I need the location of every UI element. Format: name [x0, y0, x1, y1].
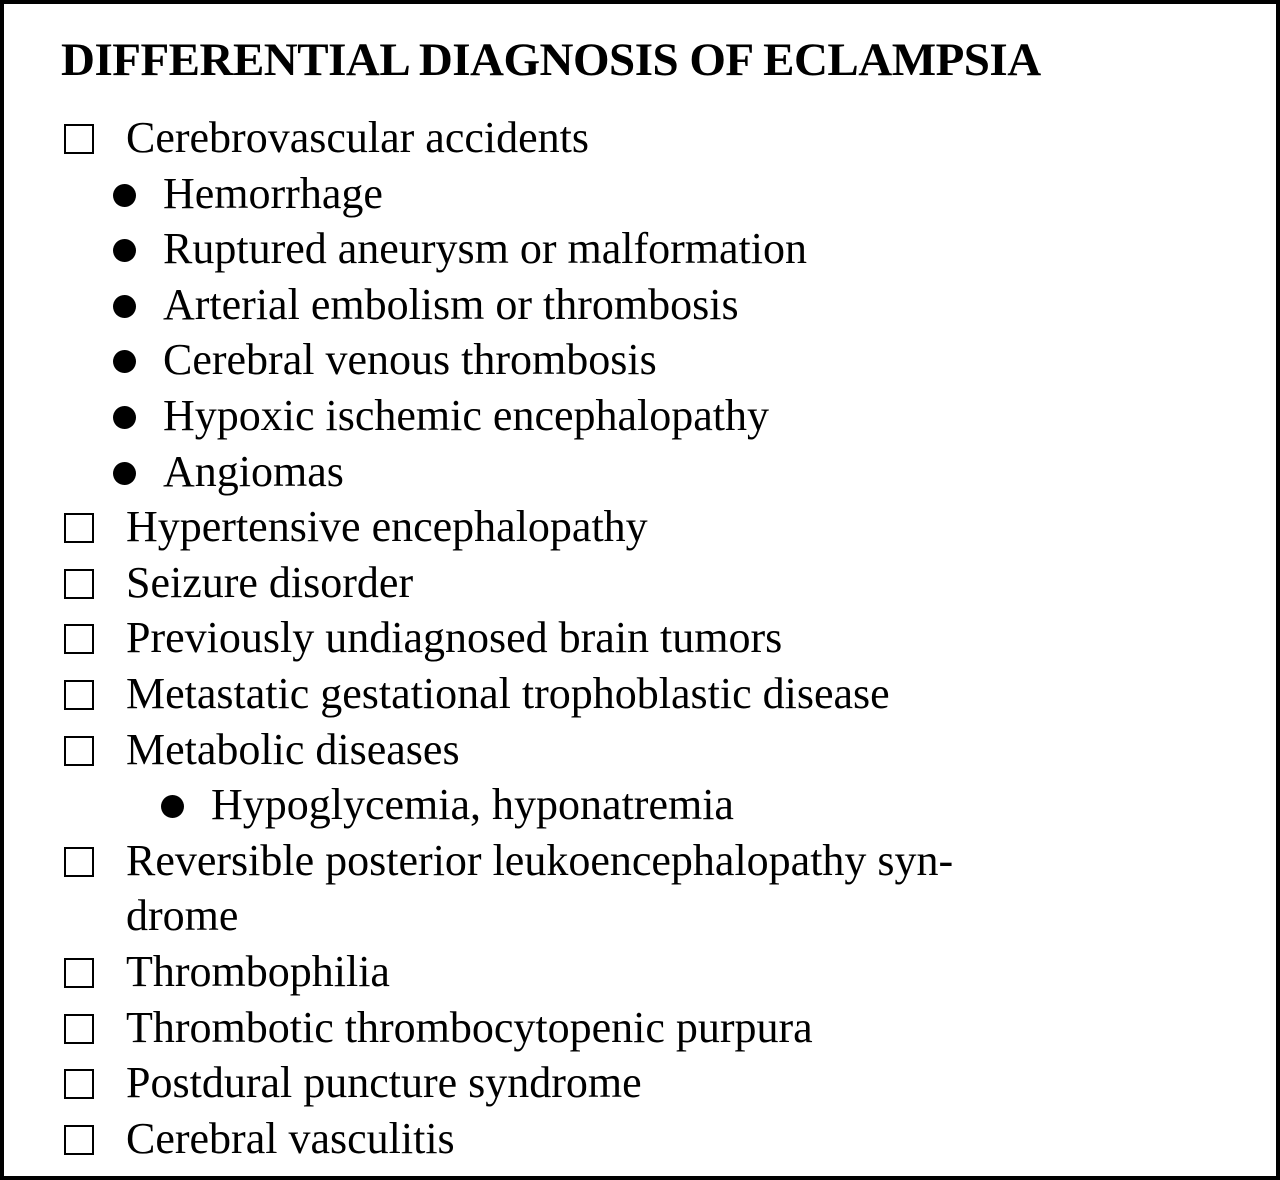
list-item-text: Arterial embolism or thrombosis: [163, 279, 739, 329]
list-item-text: Postdural puncture syndrome: [126, 1058, 642, 1108]
list-item-text: Previously undiagnosed brain tumors: [126, 613, 783, 663]
sub-list-item: [4, 221, 1276, 277]
list-item-text: Metastatic gestational trophoblastic disease: [126, 668, 890, 718]
bullet-icon: [113, 350, 136, 373]
diagnosis-list: [4, 110, 1276, 1166]
checkbox-icon: [64, 736, 94, 766]
list-item: [4, 833, 1276, 889]
sub-list-item: [4, 166, 1276, 222]
checkbox-icon: [64, 513, 94, 543]
checkbox-icon: [64, 1014, 94, 1044]
list-item: [4, 722, 1276, 778]
box-title: DIFFERENTIAL DIAGNOSIS OF ECLAMPSIA: [61, 34, 1041, 86]
list-item-text: Hypertensive encephalopathy: [126, 502, 648, 552]
checkbox-icon: [64, 1069, 94, 1099]
list-item-text: Hypoxic ischemic encephalopathy: [163, 390, 770, 440]
list-item: [4, 555, 1276, 611]
bullet-icon: [113, 184, 136, 207]
list-item-text: Metabolic diseases: [126, 724, 460, 774]
bullet-icon: [113, 462, 136, 485]
checkbox-icon: [64, 847, 94, 877]
list-item: [4, 666, 1276, 722]
list-item-text: Seizure disorder: [126, 557, 414, 607]
list-item-text: Cerebral vasculitis: [126, 1113, 455, 1163]
list-item-text: drome: [126, 891, 239, 941]
list-item: [4, 610, 1276, 666]
list-item-text: Ruptured aneurysm or malformation: [163, 224, 807, 274]
list-item: [4, 1111, 1276, 1167]
list-item-text: Hemorrhage: [163, 168, 383, 218]
sub-list-item: [4, 444, 1276, 500]
sub-list-item: [4, 388, 1276, 444]
checkbox-icon: [64, 958, 94, 988]
list-item-text: Cerebral venous thrombosis: [163, 335, 657, 385]
sub-list-item: [4, 277, 1276, 333]
bullet-icon: [113, 295, 136, 318]
list-item-text: Thrombophilia: [126, 946, 390, 996]
list-item-text: Cerebrovascular accidents: [126, 113, 589, 162]
checkbox-icon: [64, 124, 94, 154]
list-item: [4, 110, 1276, 166]
list-item: [4, 944, 1276, 1000]
list-item-continuation: [4, 888, 1276, 944]
list-item: [4, 1055, 1276, 1111]
list-item-text: Thrombotic thrombocytopenic purpura: [126, 1002, 813, 1052]
checkbox-icon: [64, 680, 94, 710]
list-item: [4, 1000, 1276, 1056]
list-item-text: Reversible posterior leukoencephalopathy syn-: [126, 835, 954, 885]
list-item: [4, 499, 1276, 555]
bullet-icon: [113, 406, 136, 429]
bullet-icon: [161, 795, 184, 818]
list-item-text: Angiomas: [163, 446, 344, 496]
checkbox-icon: [64, 1125, 94, 1155]
sub-list-item: [4, 777, 1276, 833]
checkbox-icon: [64, 569, 94, 599]
bullet-icon: [113, 239, 136, 262]
checkbox-icon: [64, 624, 94, 654]
list-item-text: Hypoglycemia, hyponatremia: [211, 780, 734, 830]
sub-list-item: [4, 332, 1276, 388]
